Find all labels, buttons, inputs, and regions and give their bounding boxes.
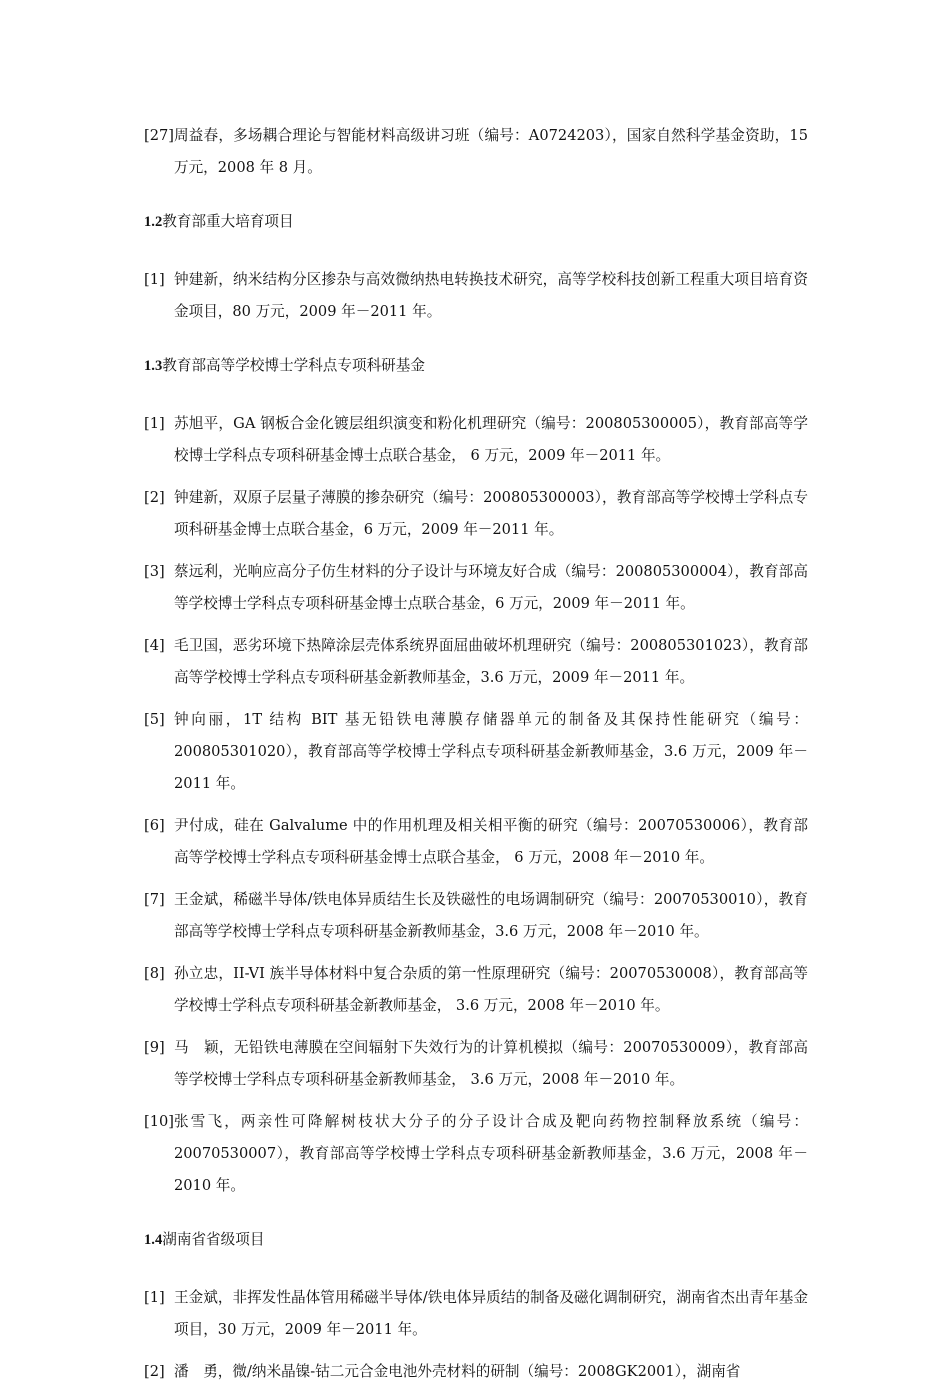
list-item bbox=[144, 704, 808, 800]
list-item bbox=[144, 1106, 808, 1202]
section-title: 教育部高等学校博士学科点专项科研基金 bbox=[162, 357, 425, 374]
item-text: 周益春，多场耦合理论与智能材料高级讲习班（编号：A0724203），国家自然科学基金资助，15 万元，2008 年 8 月。 bbox=[173, 127, 808, 176]
item-number: [1] bbox=[144, 271, 165, 288]
item-number: [5] bbox=[144, 711, 165, 728]
item-number: [1] bbox=[144, 1289, 165, 1306]
item-number: [3] bbox=[144, 563, 165, 580]
item-text: 毛卫国，恶劣环境下热障涂层壳体系统界面屈曲破坏机理研究（编号：200805301023），教育部高等学校博士学科点专项科研基金新教师基金，3.6 万元，2009 年－2011 年。 bbox=[174, 637, 808, 686]
section-number: 1.2 bbox=[144, 214, 163, 230]
section-title: 教育部重大培育项目 bbox=[162, 213, 294, 230]
item-number: [2] bbox=[144, 1363, 165, 1380]
item-text: 尹付成，硅在 Galvalume 中的作用机理及相关相平衡的研究（编号：20070530006），教育部高等学校博士学科点专项科研基金博士点联合基金， 6 万元，2008 年－2010 年。 bbox=[174, 817, 808, 866]
item-text: 蔡远利，光响应高分子仿生材料的分子设计与环境友好合成（编号：200805300004），教育部高等学校博士学科点专项科研基金博士点联合基金，6 万元，2009 年－2011 年。 bbox=[174, 563, 808, 612]
item-number: [10] bbox=[144, 1113, 174, 1130]
item-number: [7] bbox=[144, 891, 165, 908]
item-text: 马 颖，无铅铁电薄膜在空间辐射下失效行为的计算机模拟（编号：20070530009），教育部高等学校博士学科点专项科研基金新教师基金， 3.6 万元，2008 年－2010 年。 bbox=[174, 1039, 808, 1088]
item-number: [8] bbox=[144, 965, 165, 982]
item-number: [27] bbox=[144, 127, 174, 144]
item-text: 王金斌，非挥发性晶体管用稀磁半导体/铁电体异质结的制备及磁化调制研究，湖南省杰出青年基金项目，30 万元，2009 年－2011 年。 bbox=[174, 1289, 808, 1338]
list-item bbox=[144, 120, 808, 184]
item-text: 钟建新，双原子层量子薄膜的掺杂研究（编号：200805300003），教育部高等学校博士学科点专项科研基金博士点联合基金，6 万元，2009 年－2011 年。 bbox=[174, 489, 808, 538]
list-item bbox=[144, 1282, 808, 1346]
document-content bbox=[144, 120, 808, 1398]
section-number: 1.3 bbox=[144, 358, 163, 374]
section-heading bbox=[144, 206, 808, 238]
list-item bbox=[144, 482, 808, 546]
item-text: 张雪飞，两亲性可降解树枝状大分子的分子设计合成及靶向药物控制释放系统（编号：20070530007），教育部高等学校博士学科点专项科研基金新教师基金，3.6 万元，2008 年－2010 年。 bbox=[173, 1113, 808, 1194]
item-number: [4] bbox=[144, 637, 165, 654]
item-text: 王金斌，稀磁半导体/铁电体异质结生长及铁磁性的电场调制研究（编号：20070530010），教育部高等学校博士学科点专项科研基金新教师基金，3.6 万元，2008 年－2010 年。 bbox=[174, 891, 808, 940]
list-item bbox=[144, 264, 808, 328]
list-item bbox=[144, 884, 808, 948]
item-number: [6] bbox=[144, 817, 165, 834]
list-item bbox=[144, 1032, 808, 1096]
item-text: 苏旭平，GA 钢板合金化镀层组织演变和粉化机理研究（编号：200805300005），教育部高等学校博士学科点专项科研基金博士点联合基金， 6 万元，2009 年－2011 年。 bbox=[174, 415, 808, 464]
section-number: 1.4 bbox=[144, 1232, 163, 1248]
section-heading bbox=[144, 350, 808, 382]
item-text: 钟建新，纳米结构分区掺杂与高效微纳热电转换技术研究，高等学校科技创新工程重大项目培育资金项目，80 万元，2009 年－2011 年。 bbox=[174, 271, 808, 320]
item-number: [1] bbox=[144, 415, 165, 432]
list-item bbox=[144, 958, 808, 1022]
list-item bbox=[144, 408, 808, 472]
list-item bbox=[144, 556, 808, 620]
list-item bbox=[144, 1356, 808, 1388]
item-text: 钟向丽，1T 结构 BIT 基无铅铁电薄膜存储器单元的制备及其保持性能研究（编号：200805301020），教育部高等学校博士学科点专项科研基金新教师基金，3.6 万元，2009 年－2011 年。 bbox=[174, 711, 808, 792]
item-text: 潘 勇，微/纳米晶镍-钴二元合金电池外壳材料的研制（编号：2008GK2001），湖南省 bbox=[174, 1363, 741, 1380]
list-item bbox=[144, 810, 808, 874]
item-number: [9] bbox=[144, 1039, 165, 1056]
section-heading bbox=[144, 1224, 808, 1256]
section-title: 湖南省省级项目 bbox=[162, 1231, 265, 1248]
item-text: 孙立忠，II-VI 族半导体材料中复合杂质的第一性原理研究（编号：20070530008），教育部高等学校博士学科点专项科研基金新教师基金， 3.6 万元，2008 年－2010 年。 bbox=[174, 965, 808, 1014]
list-item bbox=[144, 630, 808, 694]
item-number: [2] bbox=[144, 489, 165, 506]
